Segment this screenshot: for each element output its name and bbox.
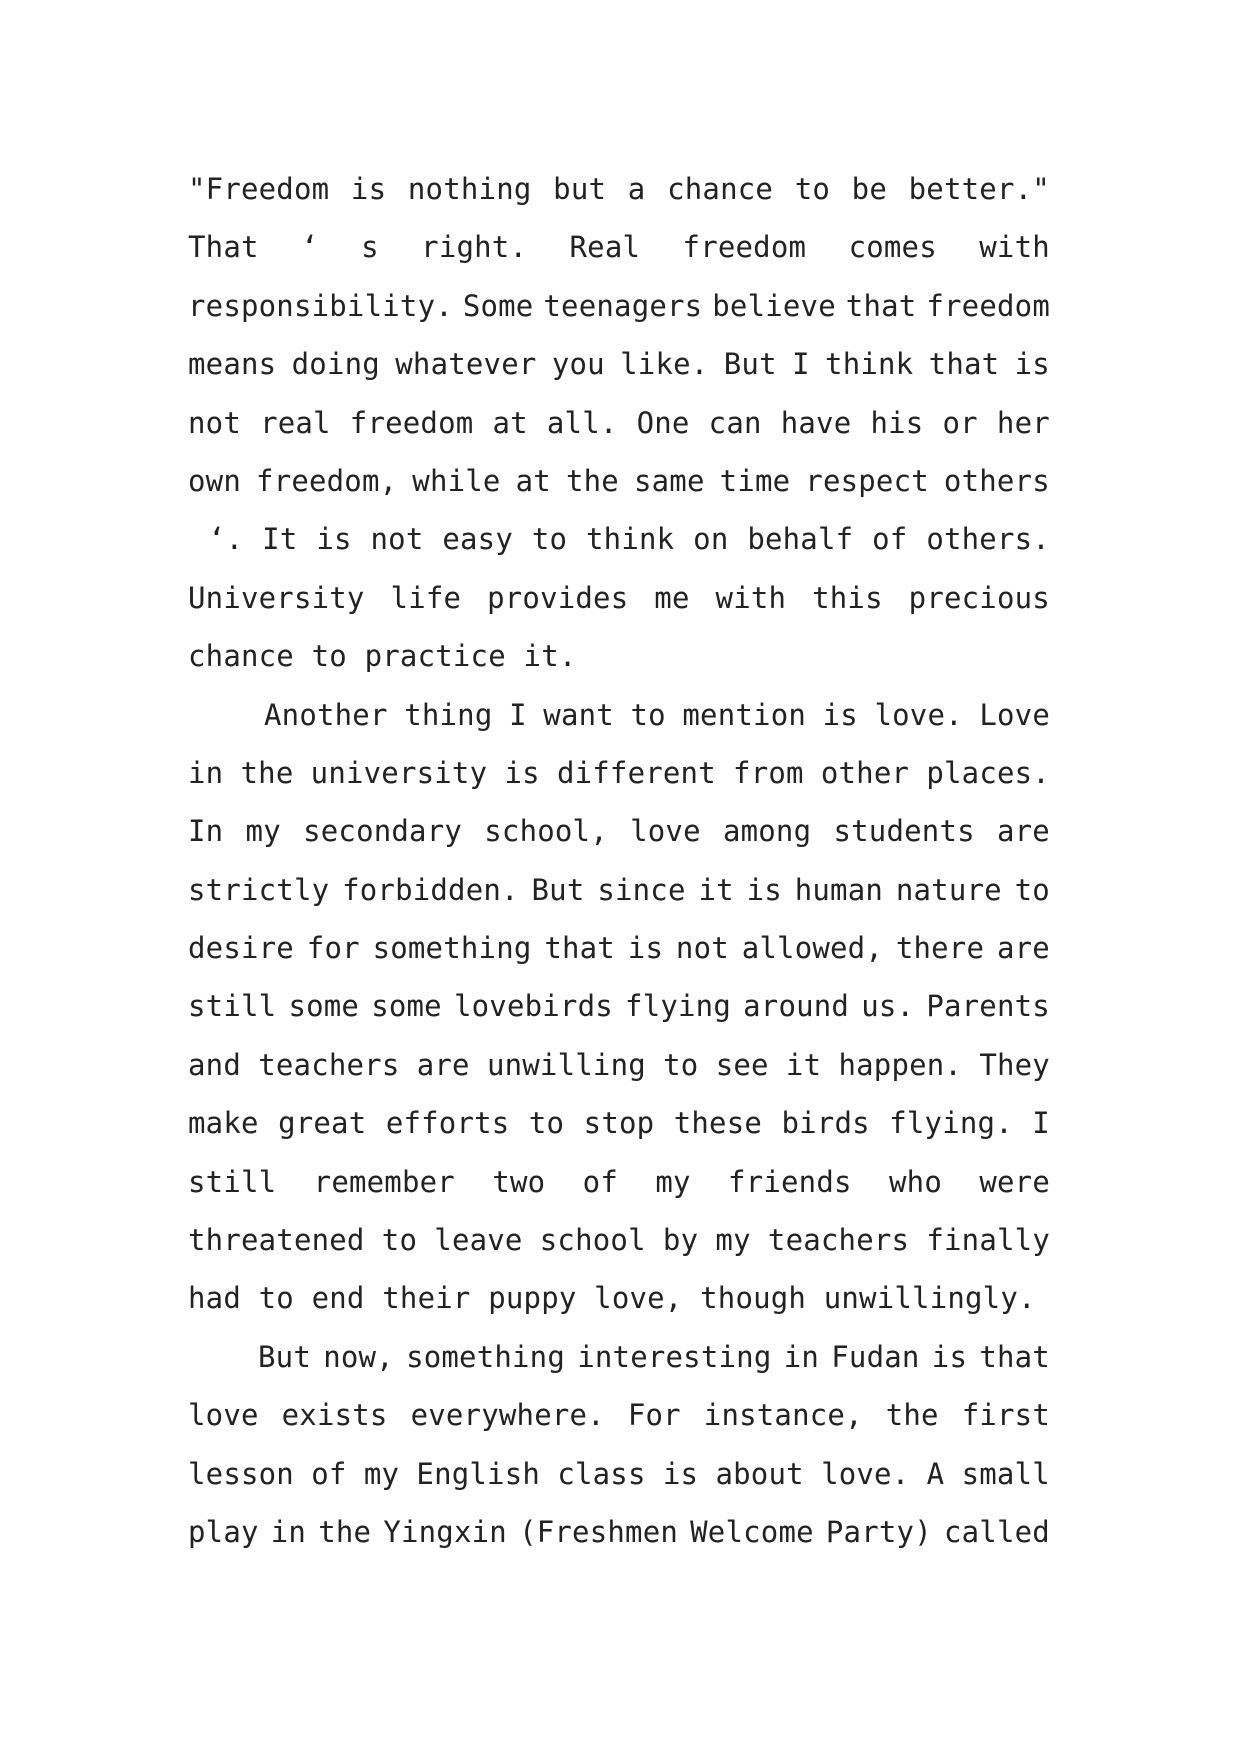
word: places. <box>926 755 1050 790</box>
word: to <box>381 1223 418 1258</box>
text-line <box>188 277 1050 335</box>
word: in <box>188 755 224 790</box>
word: doing <box>291 347 380 382</box>
word: great <box>278 1106 367 1141</box>
word: is <box>350 172 387 206</box>
word: threatened <box>188 1223 365 1258</box>
word: her <box>996 405 1050 440</box>
word: some <box>371 989 442 1024</box>
word: university <box>310 755 488 790</box>
word: among <box>722 814 812 849</box>
text-line <box>188 1386 1050 1444</box>
text-line <box>188 1445 1050 1503</box>
word: For <box>627 1398 681 1433</box>
paragraph-first-line <box>188 1328 1050 1386</box>
word: time <box>719 463 791 498</box>
word: different <box>556 755 716 790</box>
word: who <box>889 1164 942 1199</box>
word: are <box>416 1047 470 1082</box>
word: lovebirds <box>453 989 613 1024</box>
word: But <box>258 1339 311 1374</box>
word: life <box>390 580 462 615</box>
word: But <box>723 347 777 382</box>
word: the <box>565 463 619 498</box>
word: all. <box>546 405 618 440</box>
word: or <box>942 405 978 440</box>
paragraph-first-line <box>188 686 1050 744</box>
word: a <box>627 172 646 206</box>
word: teachers <box>767 1223 910 1258</box>
word: own <box>188 463 241 498</box>
word: still <box>188 989 277 1024</box>
word: believe <box>712 288 836 323</box>
word: freedom <box>682 230 807 265</box>
word: means <box>188 347 277 382</box>
word: real <box>260 405 331 440</box>
text-line <box>188 1503 1050 1561</box>
text-line <box>188 394 1050 452</box>
word: is <box>504 755 540 790</box>
word: I <box>1032 1106 1050 1141</box>
word: of <box>872 522 908 557</box>
word: I <box>509 697 527 732</box>
word: Parents <box>926 989 1050 1024</box>
word: school, <box>484 814 608 849</box>
word: mention <box>682 697 807 732</box>
word: are <box>996 931 1050 966</box>
text-line <box>188 861 1050 919</box>
word: make <box>188 1106 259 1141</box>
word: friends <box>728 1164 852 1199</box>
word: is <box>746 872 782 907</box>
word: everywhere. <box>410 1398 605 1433</box>
word: two <box>492 1164 546 1199</box>
word: secondary <box>303 814 463 849</box>
word: interesting <box>577 1339 772 1374</box>
word: That <box>188 230 259 265</box>
word: provides <box>487 580 629 615</box>
word: chance <box>667 172 774 206</box>
word: this <box>812 580 883 615</box>
text-line <box>188 1094 1050 1152</box>
word: for <box>306 931 360 966</box>
word: us. <box>861 989 915 1024</box>
word: to <box>531 522 568 557</box>
word: leave <box>434 1223 523 1258</box>
word: to <box>630 697 666 732</box>
word: happen. <box>838 1047 963 1082</box>
word: from <box>733 755 804 790</box>
word: that <box>979 1339 1050 1374</box>
text-line <box>188 919 1050 977</box>
word: still <box>188 1164 277 1199</box>
word: love. <box>821 1456 910 1491</box>
word: my <box>715 1223 751 1258</box>
word: love <box>188 1398 259 1433</box>
word: and <box>188 1047 241 1082</box>
word: me <box>654 580 690 615</box>
word: first <box>961 1398 1050 1433</box>
word: around <box>743 989 850 1024</box>
word: of <box>582 1164 618 1199</box>
word: in <box>783 1339 820 1374</box>
word: finally <box>926 1223 1050 1258</box>
word: by <box>662 1223 699 1258</box>
word: teachers <box>258 1047 400 1082</box>
word: be <box>851 172 887 206</box>
word: to <box>794 172 831 206</box>
essay-body <box>188 160 1050 1561</box>
word: think <box>586 522 675 557</box>
word: my <box>245 814 281 849</box>
text-line <box>188 1153 1050 1211</box>
word: responsibility. <box>188 288 453 323</box>
word: think <box>825 347 914 382</box>
word: better." <box>908 172 1050 206</box>
word: In <box>188 814 224 849</box>
word: s <box>361 230 379 265</box>
word: at <box>492 405 528 440</box>
word: It <box>262 522 298 557</box>
word: want <box>543 697 614 732</box>
word: stop <box>583 1106 655 1141</box>
word: is <box>662 1456 699 1491</box>
word: class <box>557 1456 646 1491</box>
word: Fudan <box>831 1339 920 1374</box>
word: you <box>551 347 605 382</box>
word: forbidden. <box>342 872 519 907</box>
word: other <box>820 755 910 790</box>
word: his <box>870 405 924 440</box>
word: One <box>636 405 690 440</box>
word: same <box>633 463 705 498</box>
word: my <box>363 1456 400 1491</box>
word: is <box>931 1339 968 1374</box>
word: "Freedom <box>188 172 330 206</box>
word: remember <box>313 1164 455 1199</box>
word: Party) <box>825 1514 932 1549</box>
word: whatever <box>395 347 537 382</box>
word: ‘ <box>301 230 319 265</box>
word: were <box>979 1164 1050 1199</box>
text-line <box>188 802 1050 860</box>
word: school <box>539 1223 646 1258</box>
word: A <box>926 1456 945 1491</box>
word: desire <box>188 931 294 966</box>
word: efforts <box>385 1106 510 1141</box>
word: unwilling <box>486 1047 646 1082</box>
word: while <box>412 463 501 498</box>
word: something <box>372 931 532 966</box>
word: Yingxin <box>383 1514 507 1549</box>
word: are <box>996 814 1050 849</box>
word: behalf <box>747 522 854 557</box>
word: Real <box>569 230 641 265</box>
word: freedom, <box>256 463 398 498</box>
word: English <box>416 1456 541 1491</box>
word: can <box>708 405 762 440</box>
word: not <box>188 405 241 440</box>
word: exists <box>281 1398 388 1433</box>
word: the <box>885 1398 939 1433</box>
word: that <box>845 288 917 323</box>
word: about <box>715 1456 804 1491</box>
word: not <box>370 522 424 557</box>
word: But <box>531 872 585 907</box>
word: I <box>792 347 810 382</box>
word: precious <box>908 580 1050 615</box>
word: but <box>553 172 607 206</box>
word: it <box>698 872 734 907</box>
word: at <box>515 463 551 498</box>
word: love. <box>874 697 963 732</box>
word: human <box>794 872 884 907</box>
text-line <box>188 1211 1050 1269</box>
word: in <box>270 1514 307 1549</box>
word: not <box>675 931 729 966</box>
word: others. <box>926 522 1050 557</box>
word: freedom <box>926 288 1050 323</box>
text-line <box>188 335 1050 393</box>
word: see <box>715 1047 769 1082</box>
word: that <box>928 347 1000 382</box>
word: small <box>961 1456 1050 1491</box>
word: right. <box>421 230 528 265</box>
word: strictly <box>188 872 330 907</box>
word: freedom <box>349 405 474 440</box>
word: play <box>188 1514 259 1549</box>
word: with <box>979 230 1050 265</box>
text-line <box>188 160 1050 218</box>
word: Another <box>264 697 388 732</box>
word: to <box>528 1106 565 1141</box>
text-line <box>188 452 1050 510</box>
word: to <box>663 1047 699 1082</box>
word: allowed, <box>741 931 883 966</box>
word: others <box>943 463 1050 498</box>
word: on <box>693 522 729 557</box>
word: Welcome <box>690 1514 814 1549</box>
word: thing <box>404 697 493 732</box>
word: comes <box>848 230 937 265</box>
word: that <box>544 931 615 966</box>
word: the <box>318 1514 372 1549</box>
word: is <box>822 697 858 732</box>
word: there <box>895 931 985 966</box>
word: is <box>627 931 664 966</box>
word: have <box>780 405 852 440</box>
word: Some <box>462 288 534 323</box>
word: nature <box>895 872 1002 907</box>
text-line <box>188 218 1050 276</box>
word: lesson <box>188 1456 294 1491</box>
word: since <box>597 872 686 907</box>
word: now, <box>323 1339 394 1374</box>
word: Love <box>979 697 1050 732</box>
word: instance, <box>703 1398 863 1433</box>
text-line <box>188 744 1050 802</box>
text-line <box>188 977 1050 1035</box>
word: flying. <box>889 1106 1013 1141</box>
text-line: had to end their puppy love, though unwillingly. <box>188 1281 1036 1316</box>
word: is <box>1014 347 1050 382</box>
word: with <box>715 580 787 615</box>
text-line <box>188 569 1050 627</box>
word: respect <box>805 463 929 498</box>
word: of <box>311 1456 347 1491</box>
word: nothing <box>407 172 532 206</box>
text-line <box>188 510 1050 568</box>
word: called <box>943 1514 1050 1549</box>
word: birds <box>781 1106 870 1141</box>
word: these <box>673 1106 763 1141</box>
word: teenagers <box>543 288 703 323</box>
word: my <box>655 1164 691 1199</box>
word: to <box>1014 872 1050 907</box>
word: is <box>316 522 352 557</box>
word: the <box>240 755 294 790</box>
word: some <box>288 989 360 1024</box>
word: They <box>979 1047 1050 1082</box>
word: (Freshmen <box>519 1514 679 1549</box>
word: students <box>833 814 975 849</box>
word: it <box>785 1047 822 1082</box>
text-line: chance to practice it. <box>188 639 577 674</box>
word: something <box>406 1339 565 1374</box>
word: University <box>188 580 365 615</box>
word: love <box>630 814 701 849</box>
word: flying <box>625 989 731 1024</box>
word: ‘. <box>208 522 244 557</box>
word: like. <box>620 347 709 382</box>
text-line <box>188 1036 1050 1094</box>
word: easy <box>442 522 513 557</box>
